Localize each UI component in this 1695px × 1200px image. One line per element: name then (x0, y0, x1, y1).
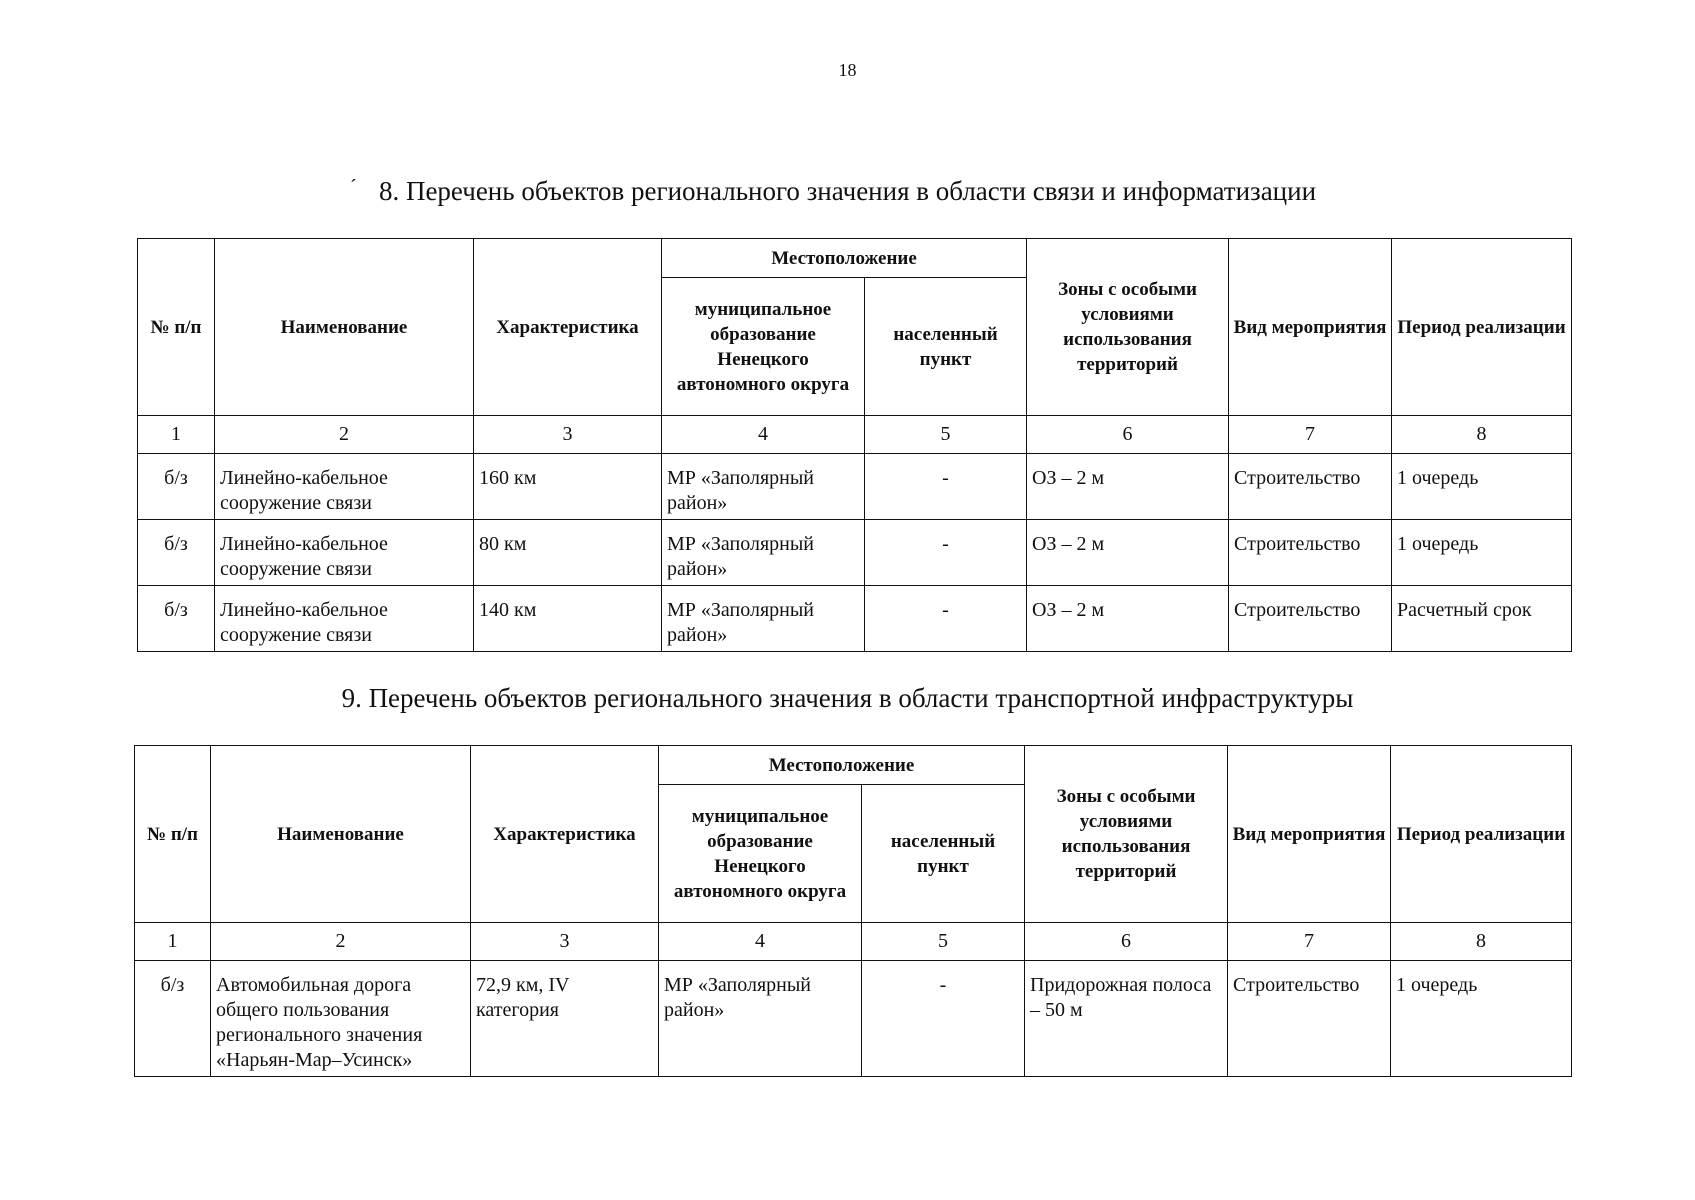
cell-municipality: МР «Заполярный район» (662, 586, 865, 652)
header-zones: Зоны с особыми условиями использования территорий (1025, 746, 1228, 923)
cell-period: 1 очередь (1392, 520, 1572, 586)
column-number: 5 (862, 923, 1025, 961)
cell-zones: Придорожная полоса – 50 м (1025, 961, 1228, 1077)
header-activity: Вид мероприятия (1229, 239, 1392, 416)
cell-zones: ОЗ – 2 м (1027, 520, 1229, 586)
cell-municipality: МР «Заполярный район» (662, 520, 865, 586)
header-municipality: муниципальное образование Ненецкого автономного округа (659, 785, 862, 923)
header-num: № п/п (138, 239, 215, 416)
header-period: Период реализации (1392, 239, 1572, 416)
cell-activity: Строительство (1229, 586, 1392, 652)
cell-num: б/з (138, 454, 215, 520)
cell-zones: ОЗ – 2 м (1027, 586, 1229, 652)
column-number: 7 (1228, 923, 1391, 961)
header-characteristic: Характеристика (474, 239, 662, 416)
cell-settlement: - (862, 961, 1025, 1077)
cell-activity: Строительство (1229, 520, 1392, 586)
header-location: Местоположение (662, 239, 1027, 278)
header-period: Период реализации (1391, 746, 1572, 923)
page-number: 18 (838, 60, 857, 80)
table-section-9 (134, 745, 1572, 1077)
column-number: 4 (659, 923, 862, 961)
cell-num: б/з (138, 520, 215, 586)
header-settlement: населенный пункт (862, 785, 1025, 923)
column-number-row (135, 923, 1572, 961)
cell-characteristic: 160 км (474, 454, 662, 520)
table-row (135, 961, 1572, 1077)
header-settlement: населенный пункт (865, 278, 1027, 416)
cell-characteristic: 80 км (474, 520, 662, 586)
section-8-title: 8. Перечень объектов регионального значения в области связи и информатизации (378, 176, 1317, 206)
cell-municipality: МР «Заполярный район» (662, 454, 865, 520)
header-name: Наименование (215, 239, 474, 416)
column-number: 1 (138, 416, 215, 454)
cell-activity: Строительство (1229, 454, 1392, 520)
column-number: 4 (662, 416, 865, 454)
column-number-row (138, 416, 1572, 454)
cell-settlement: - (865, 520, 1027, 586)
header-municipality: муниципальное образование Ненецкого автономного округа (662, 278, 865, 416)
header-location: Местоположение (659, 746, 1025, 785)
cell-name: Линейно-кабельное сооружение связи (215, 586, 474, 652)
table-header-row (135, 746, 1572, 785)
column-number: 3 (471, 923, 659, 961)
cell-zones: ОЗ – 2 м (1027, 454, 1229, 520)
column-number: 7 (1229, 416, 1392, 454)
table-row (138, 586, 1572, 652)
cell-num: б/з (138, 586, 215, 652)
table-row (138, 520, 1572, 586)
header-zones: Зоны с особыми условиями использования территорий (1027, 239, 1229, 416)
column-number: 3 (474, 416, 662, 454)
cell-characteristic: 72,9 км, IV категория (471, 961, 659, 1077)
cell-name: Автомобильная дорога общего пользования регионального значения «Нарьян-Мар–Усинск» (211, 961, 471, 1077)
cell-characteristic: 140 км (474, 586, 662, 652)
header-num: № п/п (135, 746, 211, 923)
column-number: 6 (1025, 923, 1228, 961)
column-number: 8 (1392, 416, 1572, 454)
cell-settlement: - (865, 454, 1027, 520)
column-number: 5 (865, 416, 1027, 454)
section-9-title: 9. Перечень объектов регионального значения в области транспортной инфраструктуры (341, 683, 1354, 713)
header-characteristic: Характеристика (471, 746, 659, 923)
table-header-row (138, 239, 1572, 278)
cell-name: Линейно-кабельное сооружение связи (215, 454, 474, 520)
column-number: 6 (1027, 416, 1229, 454)
table-section-8 (137, 238, 1572, 652)
table-row (138, 454, 1572, 520)
cell-period: 1 очередь (1392, 454, 1572, 520)
cell-period: 1 очередь (1391, 961, 1572, 1077)
cell-settlement: - (865, 586, 1027, 652)
cell-activity: Строительство (1228, 961, 1391, 1077)
header-name: Наименование (211, 746, 471, 923)
cell-num: б/з (135, 961, 211, 1077)
cell-name: Линейно-кабельное сооружение связи (215, 520, 474, 586)
column-number: 2 (215, 416, 474, 454)
stray-mark: ´ (350, 176, 357, 198)
cell-municipality: МР «Заполярный район» (659, 961, 862, 1077)
column-number: 1 (135, 923, 211, 961)
header-activity: Вид мероприятия (1228, 746, 1391, 923)
cell-period: Расчетный срок (1392, 586, 1572, 652)
column-number: 2 (211, 923, 471, 961)
column-number: 8 (1391, 923, 1572, 961)
